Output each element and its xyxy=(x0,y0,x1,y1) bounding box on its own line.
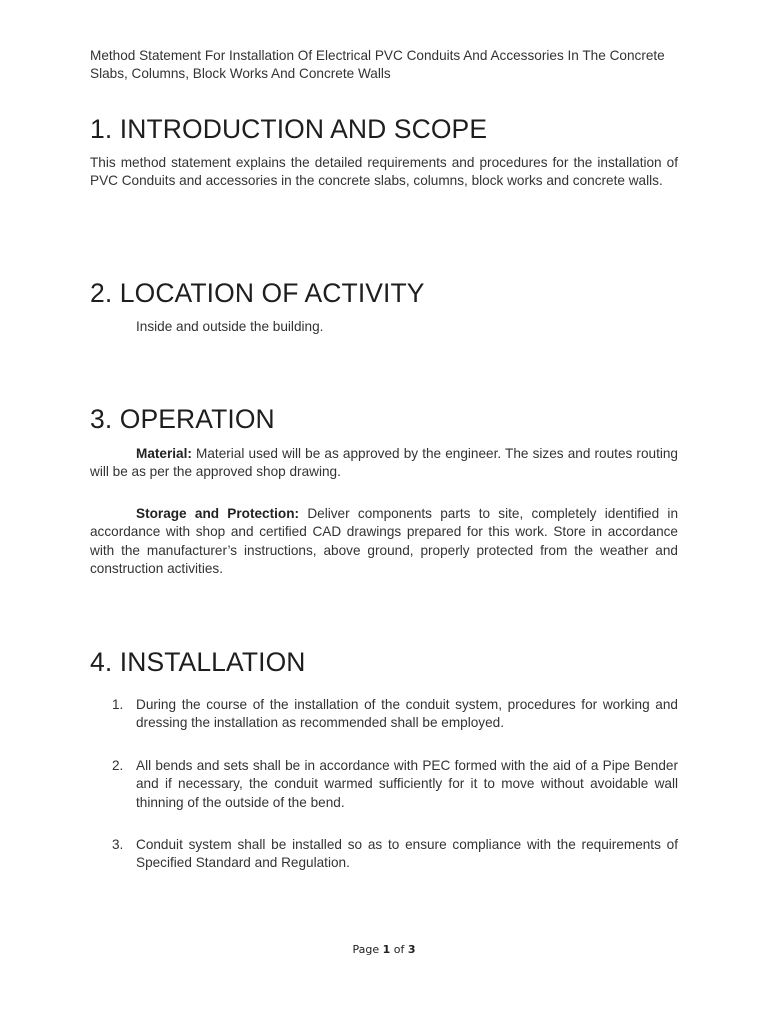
list-text: All bends and sets shall be in accordance with PEC formed with the aid of a Pipe Bender and if necessary, the conduit warmed sufficiently for it to move without avoidable wall thinning of the outside of the bend. xyxy=(136,758,678,810)
section-heading-installation: 4. INSTALLATION xyxy=(90,647,306,677)
material-label: Material: xyxy=(136,446,192,461)
of-word: of xyxy=(393,943,405,956)
list-number: 2. xyxy=(112,758,124,773)
list-text: During the course of the installation of the conduit system, procedures for working and dressing the installation as recommended shall be employed. xyxy=(136,697,678,731)
material-text: Material used will be as approved by the engineer. The sizes and routes routing will be as per the approved shop drawing. xyxy=(90,446,678,480)
page-total: 3 xyxy=(407,943,416,956)
storage-paragraph xyxy=(90,505,678,578)
page-footer xyxy=(0,943,768,956)
list-number: 3. xyxy=(112,837,124,852)
page-current: 1 xyxy=(382,943,391,956)
section-heading-operation: 3. OPERATION xyxy=(90,404,275,434)
list-number: 1. xyxy=(112,697,124,712)
section-heading-location: 2. LOCATION OF ACTIVITY xyxy=(90,278,425,308)
storage-label: Storage and Protection: xyxy=(136,506,300,521)
document-title: Method Statement For Installation Of Electrical PVC Conduits And Accessories In The Concrete Slabs, Columns, Block Works And Concrete Walls xyxy=(90,48,665,81)
introduction-paragraph: This method statement explains the detailed requirements and procedures for the installation of PVC Conduits and accessories in the concrete slabs, columns, block works and concrete walls. xyxy=(90,155,678,189)
storage-text: Deliver components parts to site, completely identified in accordance with shop and certified CAD drawings prepared for this work. Store in accordance with the manufacturer’s instructions, above ground, properly protected from the weather and construction activities. xyxy=(90,506,679,576)
location-paragraph: Inside and outside the building. xyxy=(136,319,324,334)
list-text: Conduit system shall be installed so as to ensure compliance with the requirements of Specified Standard and Regulation. xyxy=(136,837,678,871)
page-word: Page xyxy=(352,943,380,956)
material-paragraph xyxy=(90,445,678,482)
section-heading-introduction: 1. INTRODUCTION AND SCOPE xyxy=(90,114,488,144)
